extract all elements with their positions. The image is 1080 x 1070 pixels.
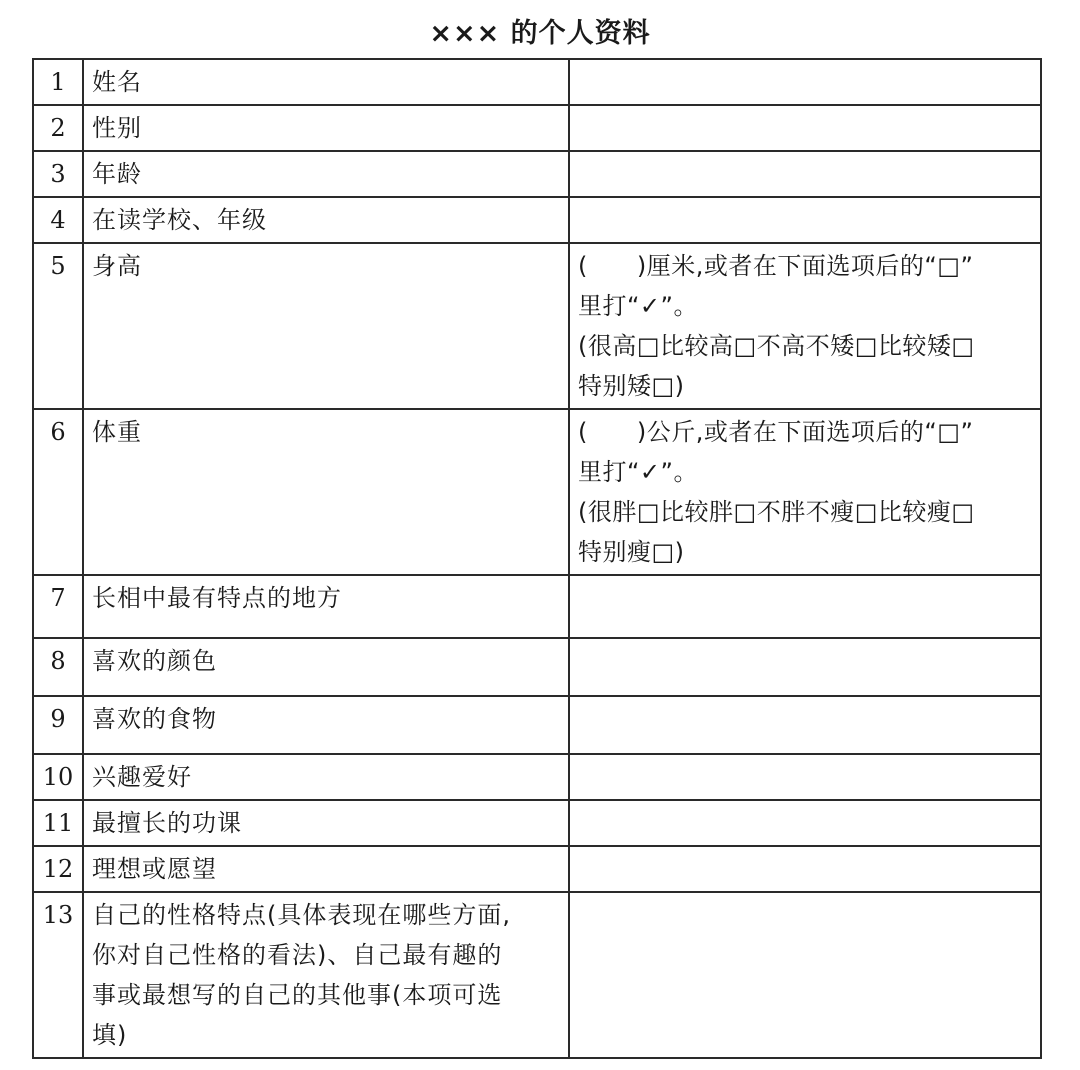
table-row-dream — [33, 846, 1041, 892]
weight-answer-line: ( )公斤,或者在下面选项后的“□” — [578, 418, 974, 446]
answer-cell-color[interactable] — [569, 638, 1041, 696]
table-row-weight — [33, 409, 1041, 575]
weight-answer-line: 里打“✓”。 — [578, 458, 698, 486]
row-number: 2 — [33, 105, 83, 151]
personality-label-line: 填) — [92, 1021, 128, 1049]
table-row-feature — [33, 575, 1041, 638]
answer-cell-gender[interactable] — [569, 105, 1041, 151]
row-item-label: 姓名 — [83, 59, 569, 105]
row-item-label: 性别 — [83, 105, 569, 151]
form-title: ××× 的个人资料 — [429, 18, 651, 49]
answer-cell-age[interactable] — [569, 151, 1041, 197]
answer-cell-weight[interactable] — [569, 409, 1041, 575]
table-row-personality — [33, 892, 1041, 1058]
answer-cell-name[interactable] — [569, 59, 1041, 105]
answer-cell-personality[interactable] — [569, 892, 1041, 1058]
row-number: 7 — [33, 575, 83, 638]
table-row-age — [33, 151, 1041, 197]
row-item-label-personality — [83, 892, 569, 1058]
answer-cell-hobby[interactable] — [569, 754, 1041, 800]
row-number: 6 — [33, 409, 83, 575]
row-item-label: 在读学校、年级 — [83, 197, 569, 243]
table-row-subject — [33, 800, 1041, 846]
row-item-label: 长相中最有特点的地方 — [83, 575, 569, 638]
row-number: 1 — [33, 59, 83, 105]
row-item-label: 年龄 — [83, 151, 569, 197]
personality-label-line: 你对自己性格的看法)、自己最有趣的 — [92, 941, 503, 969]
answer-cell-school[interactable] — [569, 197, 1041, 243]
height-answer-line: ( )厘米,或者在下面选项后的“□” — [578, 252, 974, 280]
height-answer-line: 里打“✓”。 — [578, 292, 698, 320]
answer-cell-feature[interactable] — [569, 575, 1041, 638]
weight-options-line: (很胖□比较胖□不胖不瘦□比较瘦□ — [578, 498, 975, 526]
table-row-color — [33, 638, 1041, 696]
row-item-label: 兴趣爱好 — [83, 754, 569, 800]
row-number: 11 — [33, 800, 83, 846]
row-item-label: 最擅长的功课 — [83, 800, 569, 846]
table-row-height — [33, 243, 1041, 409]
answer-cell-dream[interactable] — [569, 846, 1041, 892]
answer-cell-height[interactable] — [569, 243, 1041, 409]
table-row-gender — [33, 105, 1041, 151]
height-options-line: 特别矮□) — [578, 372, 685, 400]
row-number: 12 — [33, 846, 83, 892]
personality-label-line: 事或最想写的自己的其他事(本项可选 — [92, 981, 503, 1009]
table-row-hobby — [33, 754, 1041, 800]
row-number: 10 — [33, 754, 83, 800]
row-item-label: 理想或愿望 — [83, 846, 569, 892]
row-number: 3 — [33, 151, 83, 197]
row-item-label: 喜欢的食物 — [83, 696, 569, 754]
row-item-label: 身高 — [83, 243, 569, 409]
table-row-name — [33, 59, 1041, 105]
table-row-school — [33, 197, 1041, 243]
height-options-line: (很高□比较高□不高不矮□比较矮□ — [578, 332, 975, 360]
profile-form-table — [32, 58, 1042, 1059]
row-item-label: 体重 — [83, 409, 569, 575]
table-row-food — [33, 696, 1041, 754]
row-item-label: 喜欢的颜色 — [83, 638, 569, 696]
row-number: 8 — [33, 638, 83, 696]
answer-cell-food[interactable] — [569, 696, 1041, 754]
row-number: 5 — [33, 243, 83, 409]
personality-label-line: 自己的性格特点(具体表现在哪些方面, — [92, 901, 511, 929]
answer-cell-subject[interactable] — [569, 800, 1041, 846]
weight-options-line: 特别瘦□) — [578, 538, 685, 566]
row-number: 9 — [33, 696, 83, 754]
row-number: 13 — [33, 892, 83, 1058]
row-number: 4 — [33, 197, 83, 243]
